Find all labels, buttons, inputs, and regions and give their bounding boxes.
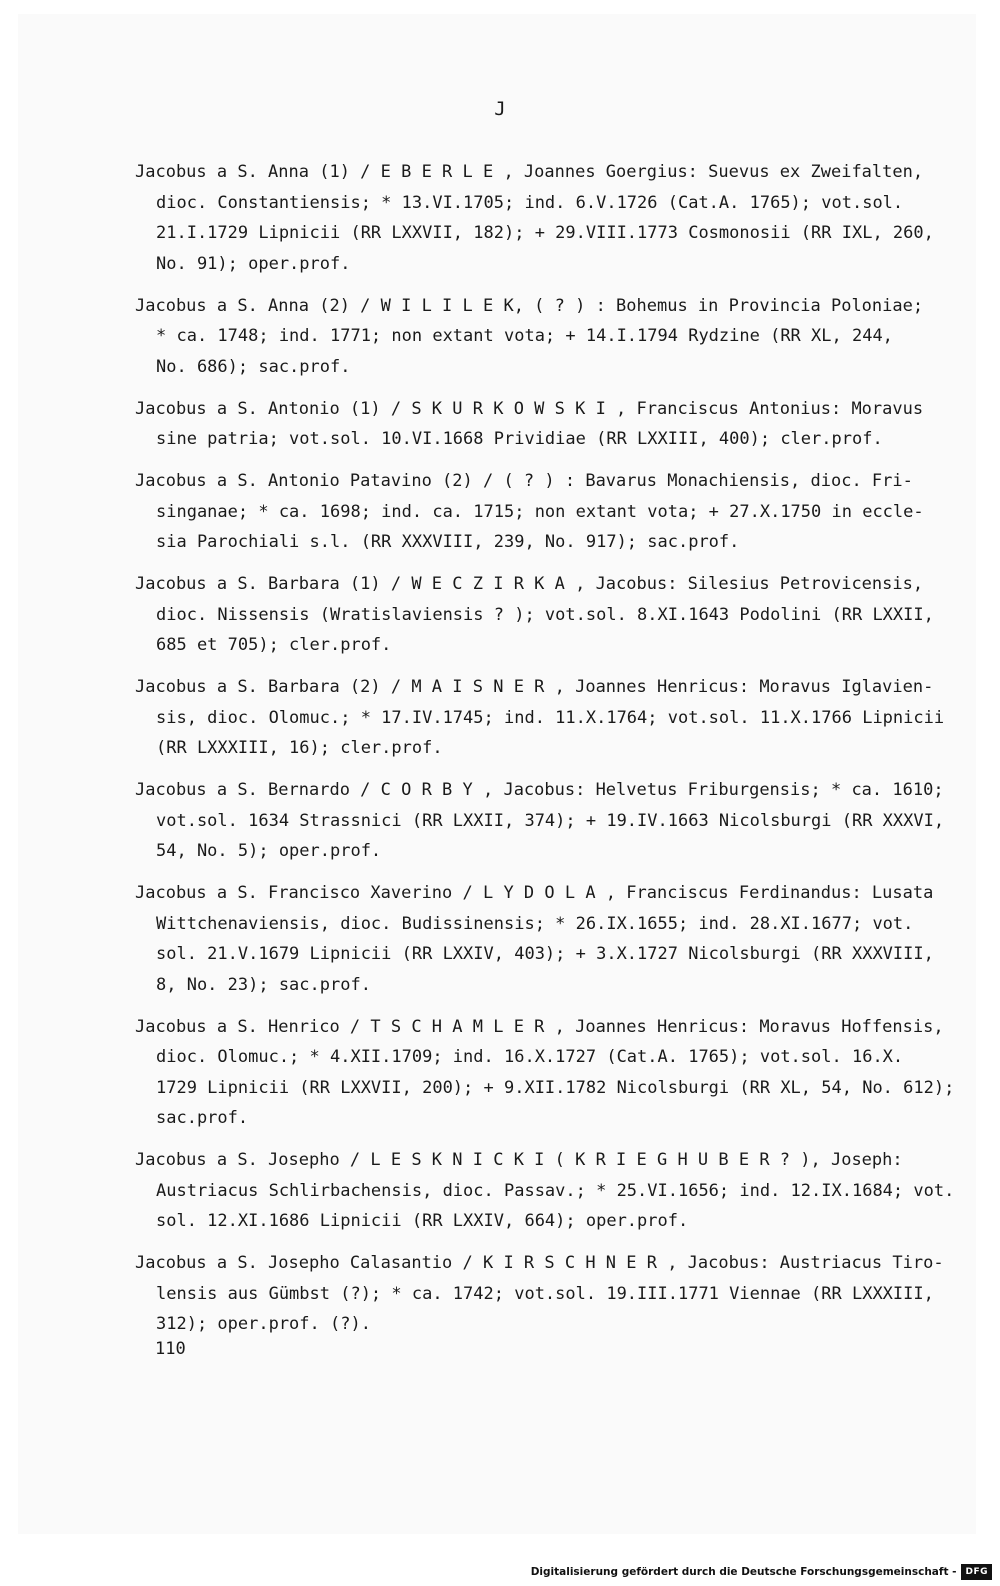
entry-heading-line: Jacobus a S. Bernardo / C O R B Y , Jacobus: Helvetus Friburgensis; * ca. 1610; <box>135 780 944 800</box>
dfg-logo: DFG <box>961 1564 992 1580</box>
entry-text-line: sine patria; vot.sol. 10.VI.1668 Prividiae (RR LXXIII, 400); cler.prof. <box>156 429 883 449</box>
entry-text-line: 685 et 705); cler.prof. <box>156 635 392 655</box>
entry-text-line: dioc. Olomuc.; * 4.XII.1709; ind. 16.X.1727 (Cat.A. 1765); vot.sol. 16.X. <box>156 1047 904 1067</box>
entry-text-line: sis, dioc. Olomuc.; * 17.IV.1745; ind. 11.X.1764; vot.sol. 11.X.1766 Lipnicii <box>156 707 945 728</box>
entry-text-line: 1729 Lipnicii (RR LXXVII, 200); + 9.XII.1782 Nicolsburgi (RR XL, 54, No. 612); <box>156 1077 955 1098</box>
entry-item <box>135 569 950 661</box>
entry-item <box>135 672 950 764</box>
entry-text-line: Wittchenaviensis, dioc. Budissinensis; * 26.IX.1655; ind. 28.XI.1677; vot. <box>156 913 914 934</box>
entry-text-line: sol. 21.V.1679 Lipnicii (RR LXXIV, 403); + 3.X.1727 Nicolsburgi (RR XXXVIII, <box>156 944 934 964</box>
entry-item <box>135 775 950 867</box>
entry-text-line: 312); oper.prof. (?). <box>156 1314 371 1334</box>
entry-heading-line: Jacobus a S. Anna (1) / E B E R L E , Joannes Goergius: Suevus ex Zweifalten, <box>135 162 924 182</box>
entry-text-line: sia Parochiali s.l. (RR XXXVIII, 239, No. 917); sac.prof. <box>156 532 740 552</box>
entry-item <box>135 1248 950 1340</box>
entry-text-line: Austriacus Schlirbachensis, dioc. Passav.; * 25.VI.1656; ind. 12.IX.1684; vot. <box>156 1180 955 1201</box>
entry-text-line: vot.sol. 1634 Strassnici (RR LXXII, 374); + 19.IV.1663 Nicolsburgi (RR XXXVI, <box>156 810 945 831</box>
entry-item <box>135 466 950 558</box>
footer <box>531 1561 992 1583</box>
entry-text-line: dioc. Constantiensis; * 13.VI.1705; ind. 6.V.1726 (Cat.A. 1765); vot.sol. <box>156 192 904 213</box>
entry-text-line: singanae; * ca. 1698; ind. ca. 1715; non extant vota; + 27.X.1750 in eccle- <box>156 501 924 522</box>
entry-heading-line: Jacobus a S. Josepho Calasantio / K I R S C H N E R , Jacobus: Austriacus Tiro- <box>135 1253 944 1273</box>
footer-text: Digitalisierung gefördert durch die Deutsche Forschungsgemeinschaft - <box>530 1566 957 1578</box>
entry-text-line: dioc. Nissensis (Wratislaviensis ? ); vot.sol. 8.XI.1643 Podolini (RR LXXII, <box>156 604 934 625</box>
entry-text-line: 8, No. 23); sac.prof. <box>156 974 371 995</box>
entry-item <box>135 878 950 1000</box>
entry-text-line: No. 91); oper.prof. <box>156 253 351 274</box>
entry-heading-line: Jacobus a S. Henrico / T S C H A M L E R , Joannes Henricus: Moravus Hoffensis, <box>135 1016 944 1037</box>
section-letter: J <box>494 98 506 120</box>
entry-text-line: (RR LXXXIII, 16); cler.prof. <box>156 738 443 758</box>
entry-text-line: sol. 12.XI.1686 Lipnicii (RR LXXIV, 664); oper.prof. <box>156 1211 689 1231</box>
entry-heading-line: Jacobus a S. Anna (2) / W I L I L E K, ( ? ) : Bohemus in Provincia Poloniae; <box>135 295 924 316</box>
entry-item <box>135 1145 955 1237</box>
entry-heading-line: Jacobus a S. Antonio Patavino (2) / ( ? ) : Bavarus Monachiensis, dioc. Fri- <box>135 471 913 491</box>
entry-heading-line: Jacobus a S. Barbara (1) / W E C Z I R K A , Jacobus: Silesius Petrovicensis, <box>135 574 924 594</box>
entry-heading-line: Jacobus a S. Josepho / L E S K N I C K I ( K R I E G H U B E R ? ), Joseph: <box>135 1150 903 1170</box>
entry-text-line: lensis aus Gümbst (?); * ca. 1742; vot.sol. 19.III.1771 Viennae (RR LXXXIII, <box>156 1283 934 1304</box>
entry-list <box>135 157 955 1351</box>
entry-item <box>135 157 950 279</box>
entry-item <box>135 394 950 455</box>
entry-heading-line: Jacobus a S. Antonio (1) / S K U R K O W S K I , Franciscus Antonius: Moravus <box>135 398 924 419</box>
entry-heading-line: Jacobus a S. Barbara (2) / M A I S N E R , Joannes Henricus: Moravus Iglavien- <box>135 677 934 697</box>
entry-item <box>135 291 950 383</box>
entry-item <box>135 1012 955 1134</box>
entry-text-line: 21.I.1729 Lipnicii (RR LXXVII, 182); + 29.VIII.1773 Cosmonosii (RR IXL, 260, <box>156 223 934 243</box>
entry-text-line: * ca. 1748; ind. 1771; non extant vota; + 14.I.1794 Rydzine (RR XL, 244, <box>156 326 893 346</box>
entry-text-line: No. 686); sac.prof. <box>156 356 351 377</box>
page-number: 110 <box>155 1339 186 1359</box>
entry-text-line: sac.prof. <box>156 1108 249 1128</box>
entry-heading-line: Jacobus a S. Francisco Xaverino / L Y D O L A , Franciscus Ferdinandus: Lusata <box>135 883 934 903</box>
entry-text-line: 54, No. 5); oper.prof. <box>156 841 382 861</box>
